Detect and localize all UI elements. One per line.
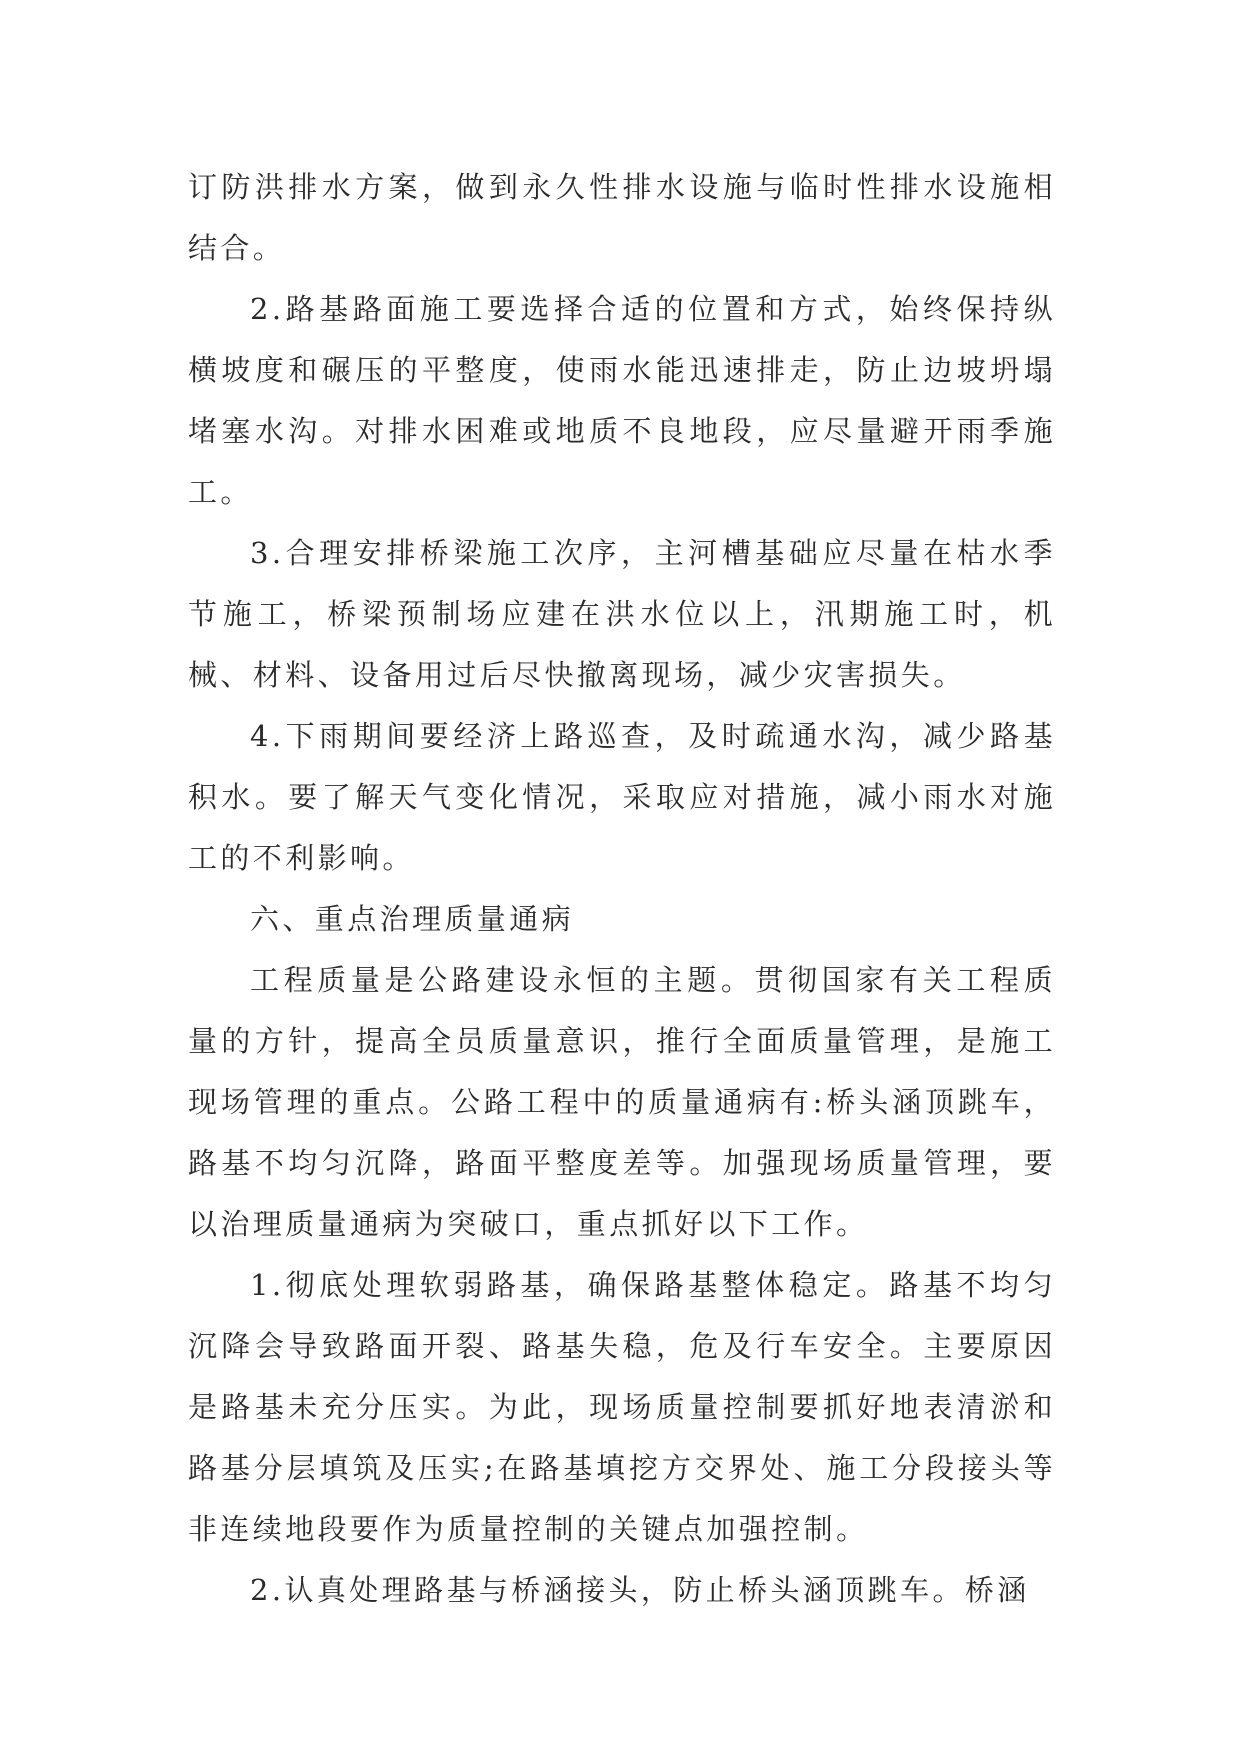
document-body <box>188 157 1056 1621</box>
paragraph: 2.认真处理路基与桥涵接头，防止桥头涵顶跳车。桥涵 <box>250 1573 1030 1607</box>
paragraph: 3.合理安排桥梁施工次序，主河槽基础应尽量在枯水季节施工，桥梁预制场应建在洪水位以上，汛期施工时，机械、材料、设备用过后尽快撤离现场，减少灾害损失。 <box>188 536 1056 692</box>
paragraph: 4.下雨期间要经济上路巡查，及时疏通水沟，减少路基积水。要了解天气变化情况，采取应对措施，减小雨水对施工的不利影响。 <box>188 719 1056 875</box>
paragraph: 订防洪排水方案，做到永久性排水设施与临时性排水设施相结合。 <box>188 170 1056 265</box>
section-heading: 六、重点治理质量通病 <box>250 902 575 936</box>
paragraph: 工程质量是公路建设永恒的主题。贯彻国家有关工程质量的方针，提高全员质量意识，推行全面质量管理，是施工现场管理的重点。公路工程中的质量通病有:桥头涵顶跳车，路基不均匀沉降，路面平整度差等。加强现场质量管理，要以治理质量通病为突破口，重点抓好以下工作。 <box>188 963 1056 1241</box>
paragraph: 1.彻底处理软弱路基，确保路基整体稳定。路基不均匀沉降会导致路面开裂、路基失稳，危及行车安全。主要原因是路基未充分压实。为此，现场质量控制要抓好地表清淤和路基分层填筑及压实;在路基填挖方交界处、施工分段接头等非连续地段要作为质量控制的关键点加强控制。 <box>188 1268 1056 1546</box>
paragraph: 2.路基路面施工要选择合适的位置和方式，始终保持纵横坡度和碾压的平整度，使雨水能迅速排走，防止边坡坍塌堵塞水沟。对排水困难或地质不良地段，应尽量避开雨季施工。 <box>188 292 1056 509</box>
